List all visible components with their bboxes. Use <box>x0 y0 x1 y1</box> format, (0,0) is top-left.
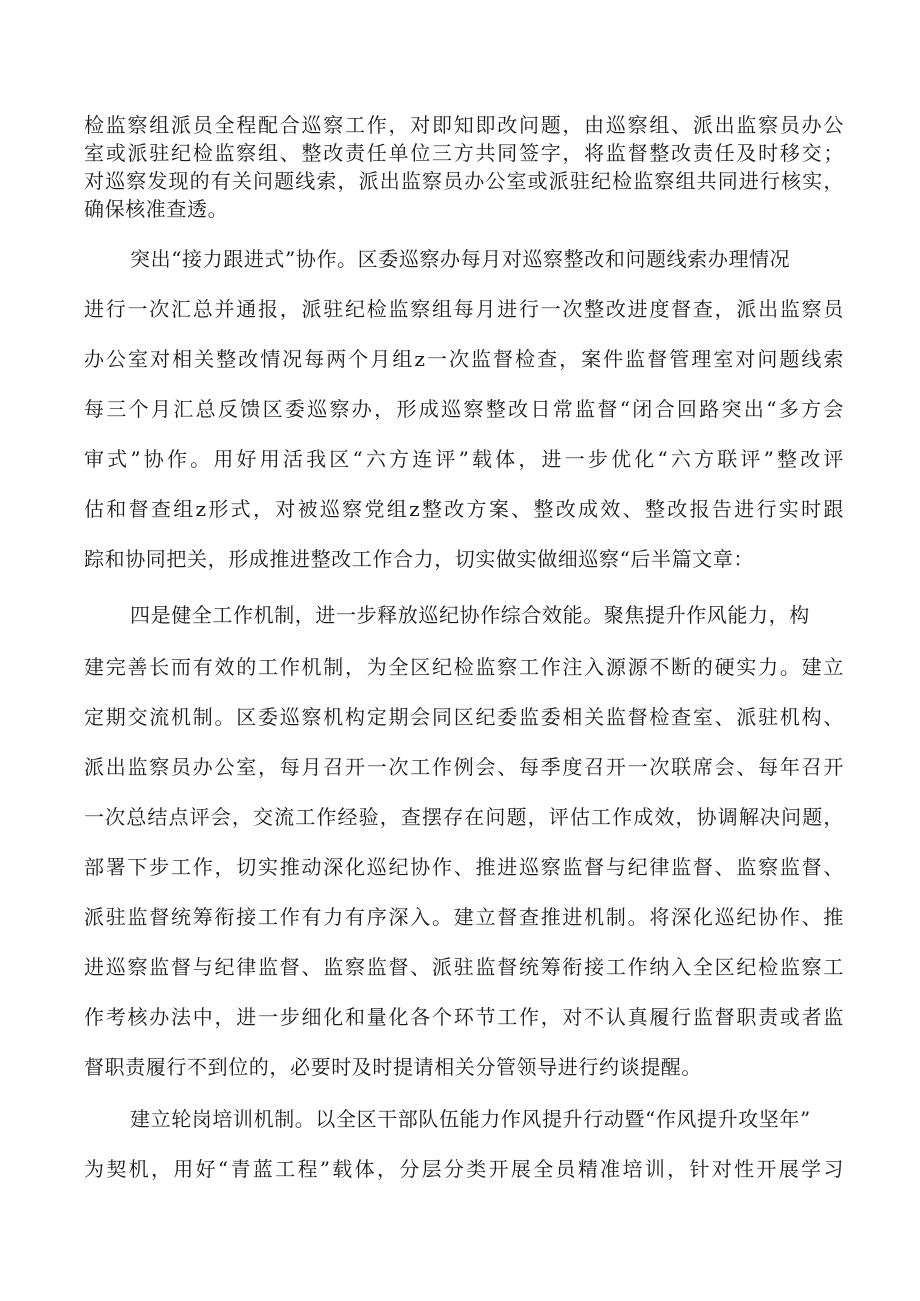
paragraph-3-line-5: 一次总结点评会，交流工作经验，查摆存在问题，评估工作成效，协调解决问题， <box>84 805 844 829</box>
paragraph-3-line-1: 四是健全工作机制，进一步释放巡纪协作综合效能。聚焦提升作风能力，构 <box>130 603 810 627</box>
paragraph-2-line-3: 办公室对相关整改情况每两个月组z一次监督检查，案件监督管理室对问题线索 <box>84 347 844 371</box>
paragraph-2-line-4: 每三个月汇总反馈区委巡察办，形成巡察整改日常监督“闭合回路突出“多方会 <box>84 397 844 421</box>
paragraph-2-line-7: 踪和协同把关，形成推进整改工作合力，切实做实做细巡察“后半篇文章： <box>84 547 755 571</box>
paragraph-3-line-9: 作考核办法中，进一步细化和量化各个环节工作，对不认真履行监督职责或者监 <box>84 1005 844 1029</box>
paragraph-3-line-8: 进巡察监督与纪律监督、监察监督、派驻监督统筹衔接工作纳入全区纪检监察工 <box>84 955 844 979</box>
paragraph-1-line-1: 检监察组派员全程配合巡察工作，对即知即改问题，由巡察组、派出监察员办公 <box>84 113 844 137</box>
paragraph-3-line-2: 建完善长而有效的工作机制，为全区纪检监察工作注入源源不断的硬实力。建立 <box>84 655 844 679</box>
paragraph-2-line-5: 审式”协作。用好用活我区“六方连评”载体，进一步优化“六方联评”整改评 <box>84 447 844 471</box>
paragraph-1-line-2: 室或派驻纪检监察组、整改责任单位三方共同签字，将监督整改责任及时移交； <box>84 141 844 165</box>
paragraph-3-line-3: 定期交流机制。区委巡察机构定期会同区纪委监委相关监督检查室、派驻机构、 <box>84 705 844 729</box>
paragraph-3-line-4: 派出监察员办公室，每月召开一次工作例会、每季度召开一次联席会、每年召开 <box>84 755 844 779</box>
paragraph-3-line-10: 督职责履行不到位的，必要时及时提请相关分管领导进行约谈提醒。 <box>84 1055 702 1079</box>
paragraph-1-line-4: 确保核准查透。 <box>84 197 229 221</box>
paragraph-3-line-6: 部署下步工作，切实推动深化巡纪协作、推进巡察监督与纪律监督、监察监督、 <box>84 855 844 879</box>
paragraph-2-line-2: 进行一次汇总并通报，派驻纪检监察组每月进行一次整改进度督查，派出监察员 <box>84 297 844 321</box>
paragraph-4-line-1: 建立轮岗培训机制。以全区干部队伍能力作风提升行动暨“作风提升攻坚年” <box>130 1107 811 1131</box>
paragraph-1-line-3: 对巡察发现的有关问题线索，派出监察员办公室或派驻纪检监察组共同进行核实， <box>84 169 844 193</box>
paragraph-3-line-7: 派驻监督统筹衔接工作有力有序深入。建立督查推进机制。将深化巡纪协作、推 <box>84 905 844 929</box>
paragraph-2-line-6: 估和督查组z形式，对被巡察党组z整改方案、整改成效、整改报告进行实时跟 <box>84 497 844 521</box>
paragraph-4-line-2: 为契机，用好“青蓝工程”载体，分层分类开展全员精准培训，针对性开展学习 <box>84 1157 844 1181</box>
paragraph-2-line-1: 突出“接力跟进式”协作。区委巡察办每月对巡察整改和问题线索办理情况 <box>130 247 791 271</box>
